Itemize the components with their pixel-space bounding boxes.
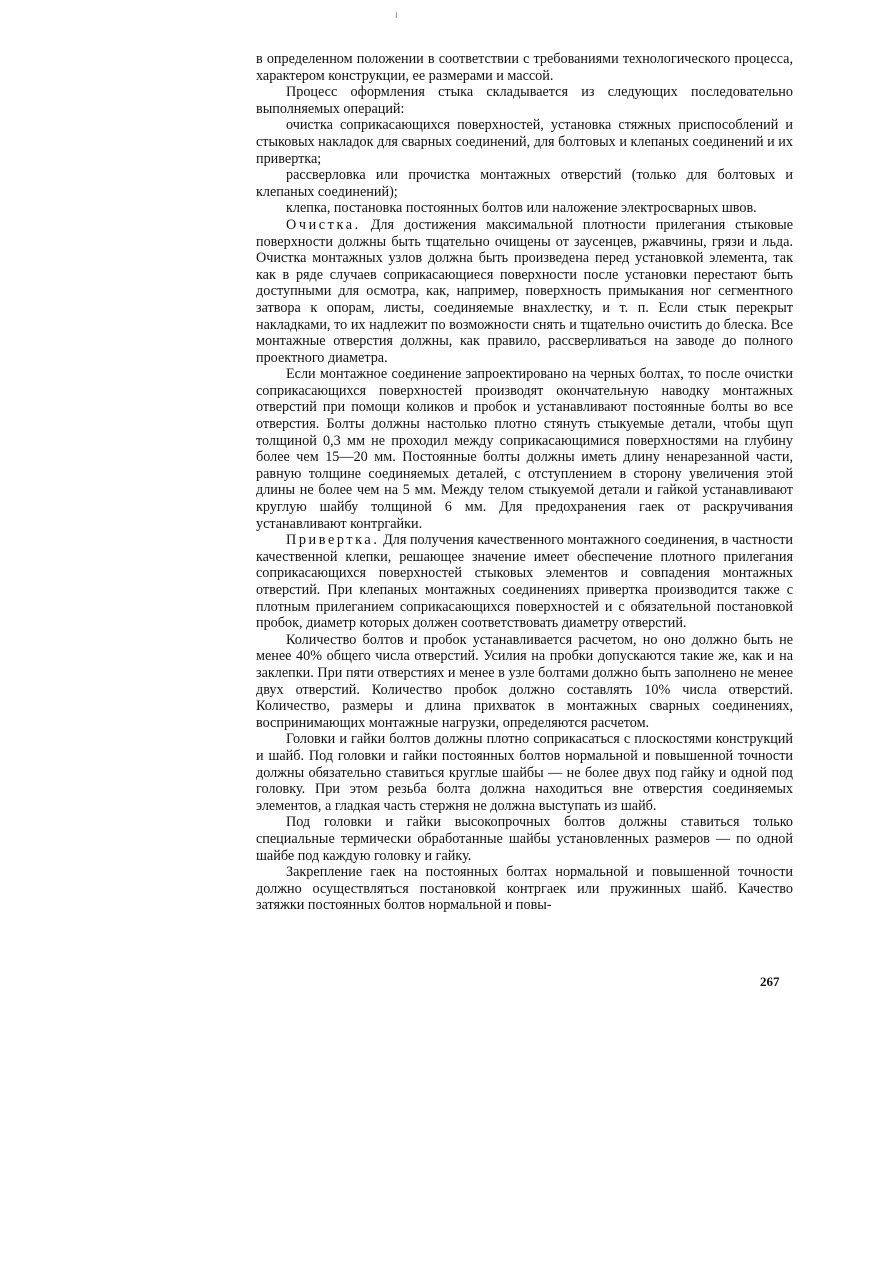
cleaning-paragraph-body: Для достижения максимальной плотности прилегания стыковые поверхности должны быть тщательно очищены от заусенцев, ржавчины, грязи и льда. Очистка монтажных узлов должна быть произведена перед установкой элемента, так как в ряде случаев соприкасающиеся поверхности после установки перестают быть доступными для осмотра, как, например, поверхность примыкания ног сегментного затвора к опорам, листы, соединяемые внахлестку, и т. п. Если стык перекрыт накладками, то их надлежит по возможности снять и тщательно очистить до блеска. Все монтажные отверстия должны, как правило, рассверливаться на заводе до полного проектного диаметра. bbox=[256, 216, 793, 366]
high-strength-bolts-paragraph: Под головки и гайки высокопрочных болтов должны ставиться только специальные термически обработанные шайбы установленных размеров — по одной шайбе под каждую головку и гайку. bbox=[256, 814, 793, 864]
list-item-cleaning: очистка соприкасающихся поверхностей, установка стяжных приспособлений и стыковых накладок для сварных соединений, для болтовых и клепаных соединений и их привертка; bbox=[256, 117, 793, 167]
fastening-paragraph-body: Для получения качественного монтажного соединения, в частности качественной клепки, решающее значение имеет обеспечение плотного прилегания соприкасающихся поверхностей стыковых элементов и совпадения монтажных отверстий. При клепаных монтажных соединениях привертка производится также с плотным прилеганием соприкасающихся поверхностей и с обязательной постановкой пробок, диаметр которых должен соответствовать диаметру отверстий. bbox=[256, 532, 793, 632]
list-item-reaming: рассверловка или прочистка монтажных отверстий (только для болтовых и клепаных соединений); bbox=[256, 167, 793, 200]
continuation-paragraph: в определенном положении в соответствии с требованиями технологического процесса, характером конструкции, ее размерами и массой. bbox=[256, 51, 793, 84]
page-number: 267 bbox=[760, 974, 780, 989]
nut-locking-paragraph: Закрепление гаек на постоянных болтах нормальной и повышенной точности должно осуществляться постановкой контргаек или пружинных шайб. Качество затяжки постоянных болтов нормальной и повы- bbox=[256, 864, 793, 914]
bolts-paragraph: Если монтажное соединение запроектировано на черных болтах, то после очистки соприкасающихся поверхностей производят окончательную наводку монтажных отверстий при помощи коликов и пробок и устанавливают постоянные болты во все отверстия. Болты должны настолько плотно стянуть стыкуемые детали, чтобы щуп толщиной 0,3 мм не проходил между соприкасающимися поверхностями на глубину более чем 15—20 мм. Постоянные болты должны иметь длину ненарезанной части, равную толщине соединяемых деталей, с отступлением в сторону увеличения этой длины не более чем на 5 мм. Между телом стыкуемой детали и гайкой устанавливают круглую шайбу толщиной 6 мм. Для предохранения гаек от раскручивания устанавливают контргайки. bbox=[256, 366, 793, 532]
section-lead-cleaning: Очистка. bbox=[286, 216, 361, 233]
bolt-quantity-paragraph: Количество болтов и пробок устанавливается расчетом, но оно должно быть не менее 40% общего числа отверстий. Усилия на пробки допускаются такие же, как и на заклепки. При пяти отверстиях и менее в узле болтами должно быть заполнено не менее двух отверстий. Количество пробок должно составлять 10% числа отверстий. Количество, размеры и длина прихваток в монтажных сварных соединениях, воспринимающих монтажные нагрузки, определяются расчетом. bbox=[256, 631, 793, 731]
fastening-paragraph bbox=[256, 532, 793, 632]
document-page-text bbox=[256, 51, 793, 914]
cleaning-paragraph bbox=[256, 217, 793, 366]
bolt-heads-paragraph: Головки и гайки болтов должны плотно соприкасаться с плоскостями конструкций и шайб. Под головки и гайки постоянных болтов нормальной и повышенной точности должны обязательно ставиться круглые шайбы — не более двух под гайку и одной под головку. При этом резьба болта должна находиться вне отверстия соединяемых элементов, а гладкая часть стержня не должна выступать из шайб. bbox=[256, 731, 793, 814]
intro-paragraph: Процесс оформления стыка складывается из следующих последовательно выполняемых операций: bbox=[256, 84, 793, 117]
scan-artifact-mark bbox=[396, 12, 397, 18]
section-lead-fastening: Привертка. bbox=[286, 532, 380, 549]
list-item-riveting: клепка, постановка постоянных болтов или наложение электросварных швов. bbox=[286, 200, 757, 217]
